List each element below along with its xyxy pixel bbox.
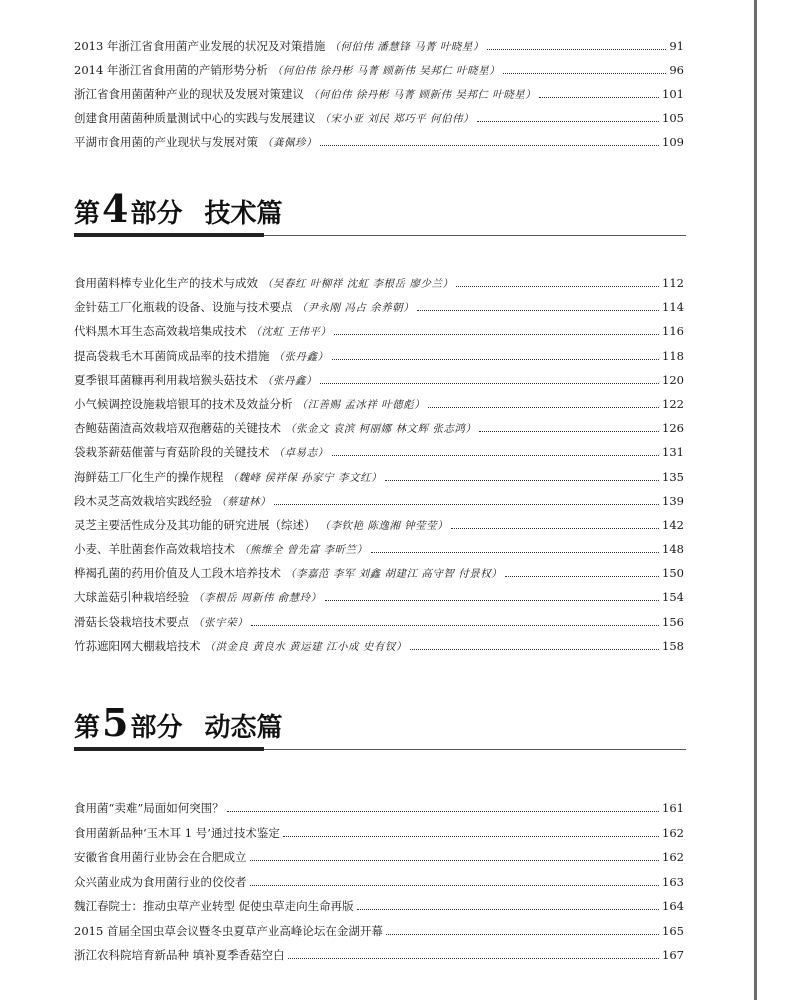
toc-entry-title: 杏鲍菇菌渣高效栽培双孢蘑菇的关键技术 — [74, 421, 281, 436]
toc-entry[interactable] — [74, 898, 684, 923]
toc-entry-title: 桦褐孔菌的药用价值及人工段木培养技术 — [74, 566, 281, 581]
toc-entry-title: 安徽省食用菌行业协会在合肥成立 — [74, 850, 247, 864]
toc-entry-leader-dots — [320, 145, 659, 146]
toc-list-section-4 — [74, 275, 684, 662]
toc-entry-title: 夏季银耳菌糠再利用栽培猴头菇技术 — [74, 372, 258, 387]
section-5-heading — [74, 700, 684, 750]
toc-entry-page-number: 91 — [669, 39, 684, 53]
toc-entry[interactable] — [74, 874, 684, 899]
toc-entry-page-number: 158 — [662, 638, 684, 653]
toc-entry-authors: （何伯伟 徐丹彬 马菁 顾新伟 吴邦仁 叶晓星） — [271, 65, 501, 77]
toc-entry[interactable] — [74, 323, 684, 347]
toc-entry[interactable] — [74, 614, 684, 638]
section-4-word: 部分 — [130, 199, 183, 229]
toc-entry-leader-dots — [288, 958, 659, 959]
toc-entry-page-number: 161 — [662, 801, 684, 815]
toc-entry[interactable] — [74, 372, 684, 396]
toc-entry-leader-dots — [451, 528, 659, 529]
toc-entry-leader-dots — [371, 552, 659, 553]
toc-entry-page-number: 96 — [669, 63, 684, 77]
section-4-prefix: 第 — [74, 199, 101, 229]
toc-entry-authors: （蔡建林） — [216, 495, 271, 508]
toc-entry-page-number: 126 — [662, 421, 684, 436]
toc-entry-authors: （宋小亚 刘民 郑巧平 何伯伟） — [319, 113, 475, 125]
toc-entry-authors: （李钦艳 陈逸湘 钟莹莹） — [319, 519, 449, 532]
toc-entry[interactable] — [74, 565, 684, 589]
toc-entry-authors: （沈虹 王伟平） — [250, 326, 332, 339]
toc-entry-page-number: 150 — [662, 566, 684, 581]
toc-entry-leader-dots — [505, 576, 659, 577]
toc-entry-page-number: 112 — [662, 276, 684, 290]
toc-entry[interactable] — [74, 86, 684, 110]
toc-entry-page-number: 101 — [662, 87, 684, 101]
section-4-number: 4 — [102, 186, 129, 231]
toc-entry-page-number: 167 — [662, 948, 684, 962]
toc-entry[interactable] — [74, 396, 684, 420]
toc-entry-page-number: 120 — [662, 372, 684, 387]
toc-entry-leader-dots — [386, 934, 659, 935]
toc-entry-page-number: 164 — [662, 899, 684, 913]
section-4-title — [74, 186, 684, 231]
toc-entry-title: 灵芝主要活性成分及其功能的研究进展（综述） — [74, 517, 316, 532]
toc-entry-page-number: 122 — [662, 396, 684, 411]
toc-entry[interactable] — [74, 134, 684, 158]
toc-entry-leader-dots — [332, 359, 660, 360]
toc-entry[interactable] — [74, 38, 684, 62]
toc-entry-leader-dots — [456, 286, 659, 287]
toc-entry-title: 小气候调控设施栽培银耳的技术及效益分析 — [74, 396, 293, 411]
toc-entry-title: 2013 年浙江省食用菌产业发展的状况及对策措施 — [74, 39, 326, 53]
toc-entry-authors: （何伯伟 徐丹彬 马菁 顾新伟 吴邦仁 叶晓星） — [308, 89, 537, 101]
toc-entry-title: 食用菌料棒专业化生产的技术与成效 — [74, 276, 258, 290]
toc-entry-leader-dots — [487, 49, 666, 50]
toc-entry-leader-dots — [283, 836, 659, 837]
toc-entry[interactable] — [74, 444, 684, 468]
toc-entry-title: 食用菌新品种‘玉木耳 1 号’通过技术鉴定 — [74, 825, 280, 840]
toc-entry-authors: （张金文 袁滨 柯丽娜 林文辉 张志鸿） — [285, 423, 477, 436]
toc-entry-page-number: 162 — [662, 850, 684, 864]
toc-entry[interactable] — [74, 517, 684, 541]
toc-entry-leader-dots — [479, 431, 659, 432]
toc-entry-authors: （江善赐 孟冰祥 叶德彪） — [296, 398, 426, 411]
toc-entry[interactable] — [74, 638, 684, 662]
toc-entry-leader-dots — [357, 909, 659, 910]
toc-entry-leader-dots — [274, 504, 659, 505]
toc-entry[interactable] — [74, 800, 684, 825]
section-4-name: 技术篇 — [204, 199, 283, 229]
toc-entry-authors: （龚佩珍） — [262, 137, 317, 149]
toc-entry-title: 袋栽茶薪菇催蕾与育菇阶段的关键技术 — [74, 445, 270, 460]
toc-entry-title: 提高袋栽毛木耳菌筒成品率的技术措施 — [74, 348, 270, 363]
section-5-rule — [74, 749, 686, 750]
toc-entry-authors: （李根岳 周新伟 俞慧玲） — [193, 592, 322, 605]
toc-entry-page-number: 154 — [662, 590, 684, 605]
toc-entry-leader-dots — [251, 625, 659, 626]
toc-entry-page-number: 135 — [662, 469, 684, 484]
toc-entry-title: 小麦、羊肚菌套作高效栽培技术 — [74, 542, 235, 557]
toc-entry-leader-dots — [334, 334, 659, 335]
toc-entry-leader-dots — [227, 811, 659, 812]
toc-entry-page-number: 109 — [662, 135, 684, 149]
toc-entry[interactable] — [74, 299, 684, 323]
toc-entry-authors: （何伯伟 潘慧锋 马菁 叶晓星） — [329, 41, 484, 53]
section-5-prefix: 第 — [74, 713, 101, 743]
toc-entry[interactable] — [74, 110, 684, 134]
toc-entry-leader-dots — [410, 649, 659, 650]
toc-entry-title: 平湖市食用菌的产业现状与发展对策 — [74, 135, 258, 149]
toc-entry[interactable] — [74, 947, 684, 972]
toc-entry-leader-dots — [539, 97, 659, 98]
toc-entry[interactable] — [74, 589, 684, 613]
toc-entry-title: 魏江春院士：推动虫草产业转型 促使虫草走向生命再版 — [74, 899, 354, 913]
toc-entry-authors: （卓易志） — [273, 447, 329, 460]
toc-entry-title: 众兴菌业成为食用菌行业的佼佼者 — [74, 874, 247, 889]
toc-entry[interactable] — [74, 348, 684, 372]
toc-entry-page-number: 131 — [662, 445, 684, 460]
section-5-title — [74, 700, 684, 745]
toc-entry[interactable] — [74, 493, 684, 517]
toc-entry[interactable] — [74, 849, 684, 874]
toc-entry-leader-dots — [250, 885, 660, 886]
toc-entry-title: 浙江省食用菌菌种产业的现状及发展对策建议 — [74, 87, 304, 101]
toc-entry-authors: （洪金良 黄良水 黄运建 江小成 史有钗） — [204, 640, 407, 653]
toc-entry-page-number: 156 — [662, 614, 684, 629]
toc-entry-title: 滑菇长袋栽培技术要点 — [74, 614, 189, 629]
toc-entry-leader-dots — [320, 383, 659, 384]
toc-entry-authors: （魏峰 侯祥保 孙家宁 李文红） — [227, 471, 383, 484]
toc-entry-title: 食用菌“卖难”局面如何突围？ — [74, 801, 224, 815]
toc-entry-title: 代料黑木耳生态高效栽培集成技术 — [74, 324, 247, 339]
toc-entry-page-number: 148 — [662, 542, 684, 557]
toc-entry-title: 竹荪遮阳网大棚栽培技术 — [74, 638, 201, 653]
toc-entry-title: 2015 首届全国虫草会议暨冬虫夏草产业高峰论坛在金湖开幕 — [74, 923, 383, 938]
section-4-rule — [74, 235, 686, 236]
toc-entry-authors: （张丹鑫） — [262, 374, 317, 387]
toc-entry-title: 金针菇工厂化瓶栽的设备、设施与技术要点 — [74, 300, 293, 315]
toc-entry-title: 创建食用菌菌种质量测试中心的实践与发展建议 — [74, 111, 316, 125]
section-5-number: 5 — [102, 700, 129, 745]
toc-entry-title: 2014 年浙江省食用菌的产销形势分析 — [74, 63, 268, 77]
toc-entry-page-number: 163 — [662, 874, 684, 889]
toc-entry[interactable] — [74, 420, 684, 444]
toc-entry-authors: （张丹鑫） — [273, 350, 329, 363]
toc-entry-authors: （李嘉范 李军 刘鑫 胡建江 高守智 付景权） — [285, 568, 503, 581]
toc-entry-leader-dots — [503, 73, 666, 74]
toc-entry[interactable] — [74, 825, 684, 850]
toc-entry-page-number: 114 — [662, 300, 684, 315]
toc-list-section-5 — [74, 800, 684, 972]
toc-entry-authors: （张宇荣） — [193, 616, 248, 629]
section-5-name: 动态篇 — [204, 713, 283, 743]
toc-entry-leader-dots — [417, 310, 659, 311]
toc-entry-page-number: 142 — [662, 517, 684, 532]
toc-entry-title: 海鲜菇工厂化生产的操作规程 — [74, 469, 224, 484]
toc-entry-title: 浙江农科院培育新品种 填补夏季香菇空白 — [74, 948, 285, 962]
toc-entry-page-number: 162 — [662, 825, 684, 840]
toc-entry[interactable] — [74, 469, 684, 493]
toc-entry-leader-dots — [477, 121, 659, 122]
toc-entry-leader-dots — [325, 600, 659, 601]
toc-entry[interactable] — [74, 275, 684, 299]
toc-entry-leader-dots — [428, 407, 659, 408]
toc-entry-authors: （尹永刚 冯占 余养朝） — [296, 302, 415, 315]
toc-entry-page-number: 116 — [662, 324, 684, 339]
toc-entry[interactable] — [74, 62, 684, 86]
toc-entry-leader-dots — [250, 860, 660, 861]
toc-entry-leader-dots — [385, 480, 659, 481]
toc-entry-authors: （吴春红 叶柳祥 沈虹 李根岳 廖少兰） — [262, 278, 454, 290]
section-4-heading — [74, 186, 684, 236]
toc-list-top — [74, 38, 684, 158]
toc-entry-leader-dots — [332, 455, 660, 456]
toc-entry-authors: （熊维全 曾先富 李昕竺） — [239, 544, 368, 557]
toc-entry-page-number: 139 — [662, 493, 684, 508]
toc-entry[interactable] — [74, 541, 684, 565]
toc-entry-title: 大球盖菇引种栽培经验 — [74, 590, 189, 605]
right-border — [754, 0, 757, 1000]
toc-entry-page-number: 165 — [662, 923, 684, 938]
toc-entry[interactable] — [74, 923, 684, 948]
toc-entry-page-number: 105 — [662, 111, 684, 125]
toc-entry-page-number: 118 — [662, 348, 684, 363]
section-5-word: 部分 — [130, 713, 183, 743]
toc-entry-title: 段木灵芝高效栽培实践经验 — [74, 493, 212, 508]
